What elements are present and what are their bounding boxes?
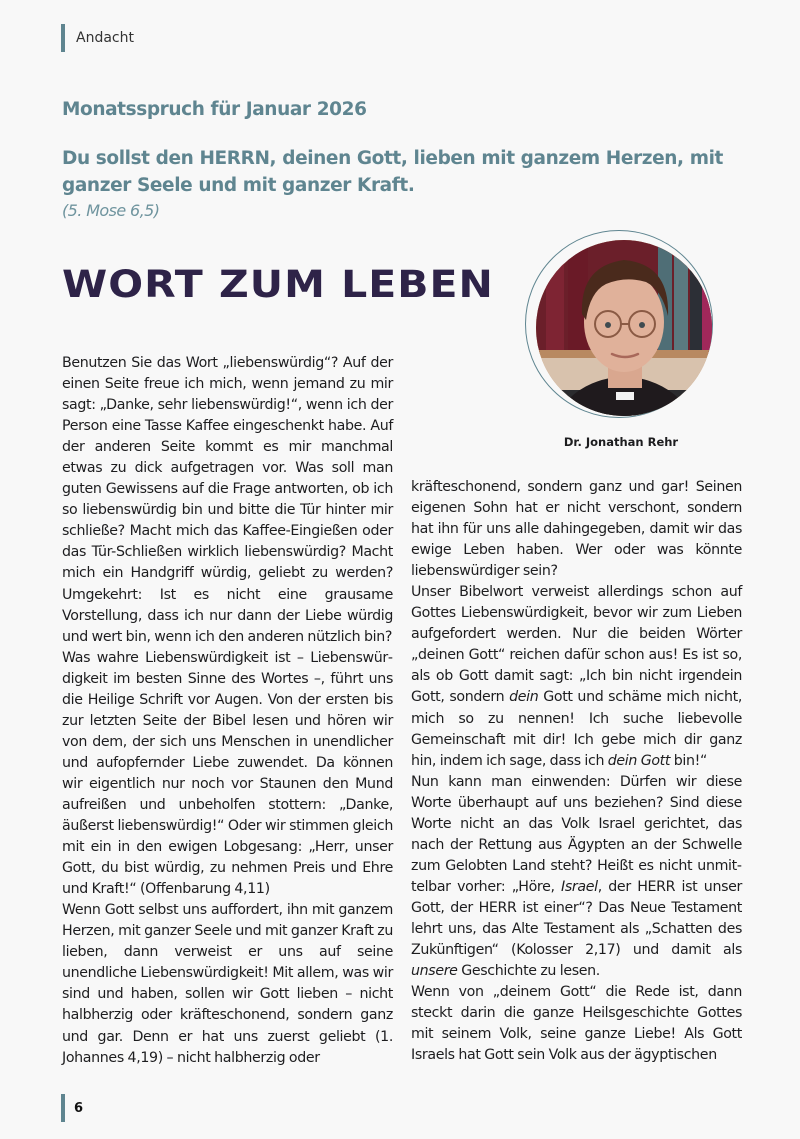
section-label-text: Andacht bbox=[76, 30, 134, 46]
article-paragraph bbox=[411, 982, 742, 1066]
article-column-left bbox=[62, 353, 393, 1069]
article-paragraph bbox=[411, 477, 742, 582]
emphasized-text: unsere bbox=[411, 963, 458, 980]
monthly-verse-reference: (5. Mose 6,5) bbox=[62, 201, 160, 220]
paragraph-text: Benutzen Sie das Wort „liebenswürdig“? Auf der einen Seite freue ich mich, wenn jemand zu mir sagt: „Danke, sehr liebenswürdig!“, wenn ich der Person eine Tasse Kaffee eingeschenkt habe. Auf der anderen Seite kommt es mir manchmal etwas zu dick aufgetragen vor. Was soll man guten Gewissens auf die Frage antworten, ob ich so liebenswürdig bin und bitte die Tür hinter mir schließe? Macht mich das Kaffee-Eingießen oder das Tür-Schließen wirklich liebenswürdig? Macht mich ein Handgriff würdig, geliebt zu werden? Umgekehrt: Ist es nicht eine grausame Vorstellung, dass ich nur dann der Liebe würdig und wert bin, wenn ich den anderen nützlich bin? bbox=[62, 355, 393, 645]
emphasized-text: dein bbox=[509, 689, 539, 706]
article-paragraph bbox=[411, 582, 742, 771]
article-paragraph bbox=[62, 648, 393, 901]
paragraph-text: Nun kann man einwenden: Dürfen wir diese Worte überhaupt auf uns beziehen? Sind diese Worte nicht an das Volk Israel gerichtet, das nach der Rettung aus Ägypten an der Schwelle zum Gelobten Land steht? Heißt es nicht unmittelbar vorher: „Höre, bbox=[411, 773, 742, 895]
emphasized-text: dein Gott bbox=[607, 752, 671, 769]
article-title: WORT ZUM LEBEN bbox=[62, 262, 494, 307]
paragraph-text: bin!“ bbox=[670, 752, 707, 769]
article-paragraph bbox=[62, 353, 393, 648]
monthly-verse-text: Du sollst den HERRN, deinen Gott, lieben mit ganzem Herzen, mit ganzer Seele und mit ganzer Kraft. bbox=[62, 148, 723, 196]
paragraph-text: kräfteschonend, sondern ganz und gar! Seinen eigenen Sohn hat er nicht verschont, sondern hat ihn für uns alle dahingegeben, damit wir das ewige Leben haben. Wer oder was könnte liebenswürdiger sein? bbox=[411, 479, 742, 580]
article-column-right bbox=[411, 477, 742, 1066]
paragraph-text: , der HERR ist unser Gott, der HERR ist einer“? Das Neue Testament lehrt uns, das Alte Testament als „Schatten des Zukünftigen“ (Kolosser 2,17) und damit als bbox=[411, 878, 742, 959]
paragraph-text: Wenn von „deinem Gott“ die Rede ist, dann steckt darin die ganze Heilsgeschichte Gottes mit seinem Volk, seine ganze Liebe! Als Gott Israels hat Gott sein Volk aus der ägyptischen bbox=[411, 984, 742, 1064]
paragraph-text: Geschichte zu lesen. bbox=[457, 963, 600, 980]
article-paragraph bbox=[411, 772, 742, 982]
page-number bbox=[61, 1094, 83, 1122]
clerical-collar bbox=[616, 392, 634, 400]
author-portrait-image bbox=[536, 240, 712, 416]
paragraph-text: Unser Bibelwort verweist allerdings schon auf Gottes Liebenswürdigkeit, bevor wir zum Lieben aufgefordert werden. Nur die beiden Wörter „deinen Gott“ reichen dafür schon aus! Es ist so, als ob Gott damit sagt: „Ich bin nicht irgendein Gott, sondern bbox=[411, 584, 742, 706]
page-number-text: 6 bbox=[74, 1100, 84, 1116]
emphasized-text: Israel bbox=[561, 878, 598, 895]
author-name: Dr. Jonathan Rehr bbox=[563, 435, 679, 449]
paragraph-text: Gott und schäme mich nicht, mich so zu nennen! Ich suche liebevolle Gemeinschaft mit dir! Ich gebe mich dir ganz hin, indem ich sage, dass ich bbox=[411, 689, 742, 769]
monthly-verse-title: Monatsspruch für Januar 2026 bbox=[62, 99, 367, 120]
article-paragraph bbox=[62, 900, 393, 1068]
paragraph-text: Was wahre Liebenswürdigkeit ist – Liebenswürdigkeit im besten Sinne des Wortes –, führt uns die Heilige Schrift vor Augen. Von der ersten bis zur letzten Seite der Bibel lesen und hören wir von dem, der sich uns Menschen in unendlicher und aufopfernder Liebe zuwendet. Da können wir eigentlich nur noch vor Staunen den Mund aufreißen und unbeholfen stottern: „Danke, äußerst liebenswürdig!“ Oder wir stimmen gleich mit ein in den ewigen Lobgesang: „Herr, unser Gott, du bist würdig, zu nehmen Preis und Ehre und Kraft!“ (Offenbarung 4,11) bbox=[62, 649, 393, 898]
section-label bbox=[61, 24, 134, 52]
paragraph-text: Wenn Gott selbst uns auffordert, ihn mit ganzem Herzen, mit ganzer Seele und mit ganzer Kraft zu lieben, dann verweist er uns auf seine unendliche Liebenswürdigkeit! Mit allem, was wir sind und haben, sollen wir Gott lieben – nicht halbherzig oder kräfteschonend, sondern ganz und gar. Denn er hat uns zuerst geliebt (1. Johannes 4,19) – nicht halbherzig oder bbox=[62, 902, 393, 1066]
author-portrait bbox=[536, 240, 712, 416]
